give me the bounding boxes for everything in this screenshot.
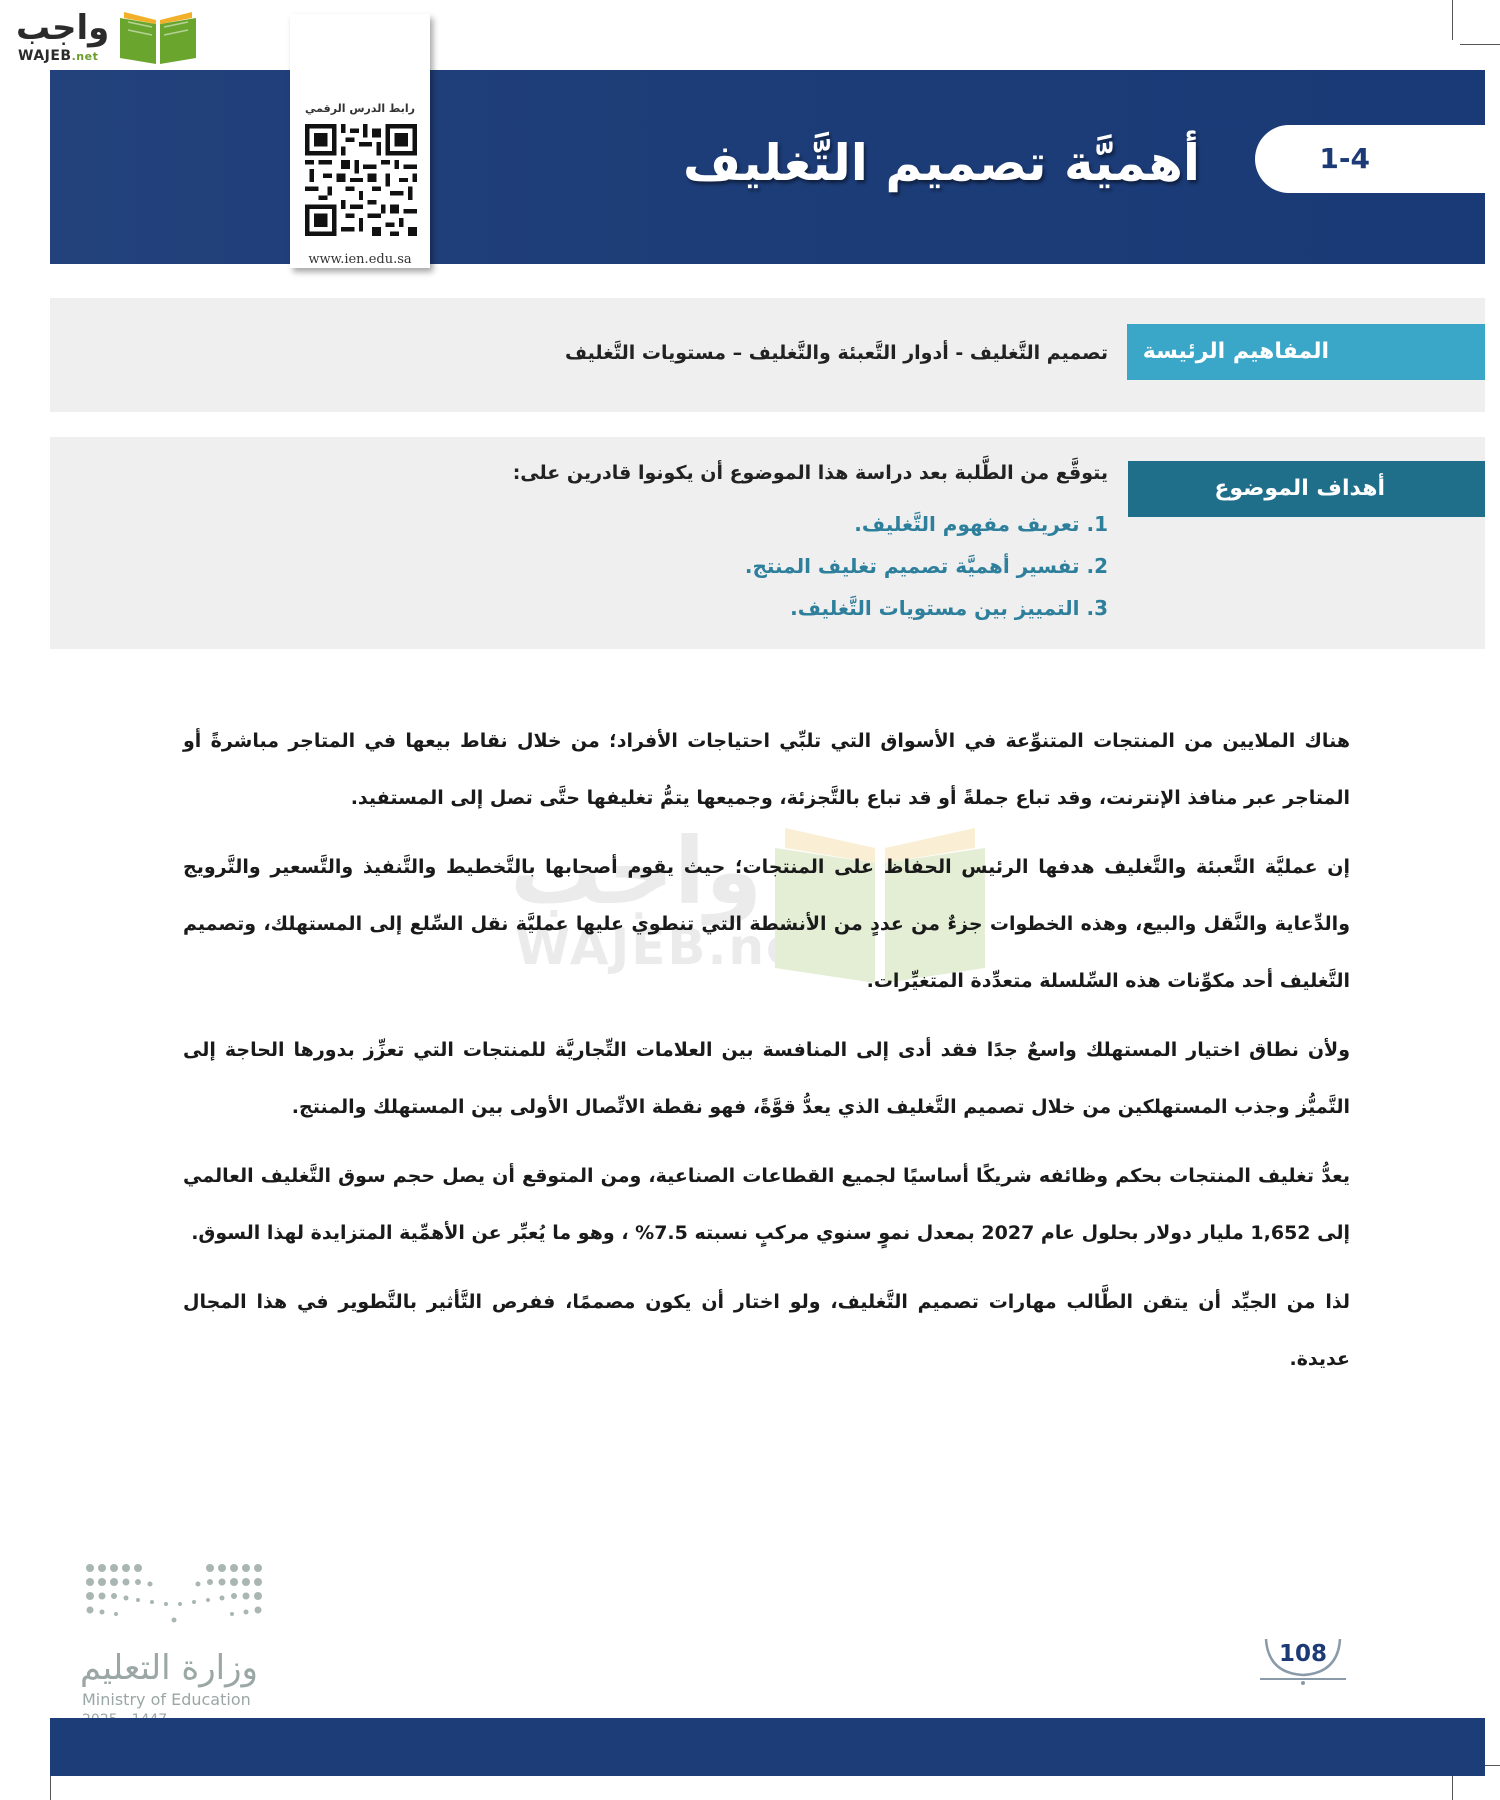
objectives-intro: يتوقَّع من الطَّلبة بعد دراسة هذا الموضوع أن يكونوا قادرين على: bbox=[512, 462, 1108, 484]
body-paragraph: هناك الملايين من المنتجات المتنوِّعة في الأسواق التي تلبِّي احتياجات الأفراد؛ من خلال نقاط بيعها في المتاجر مباشرةً أو المتاجر عبر منافذ الإنترنت، وقد تباع جملةً أو قد تباع بالتَّجزئة، وجميعها يتمُّ تغليفها حتَّى تصل إلى المستفيد. bbox=[183, 730, 1350, 809]
crop-mark bbox=[1460, 44, 1500, 45]
objectives-label: أهداف الموضوع bbox=[1128, 461, 1485, 517]
footer-bar bbox=[50, 1718, 1485, 1776]
ministry-dots-icon bbox=[80, 1560, 270, 1630]
objectives-panel bbox=[50, 437, 1485, 649]
page-number-badge bbox=[1258, 1635, 1348, 1687]
qr-url[interactable]: www.ien.edu.sa bbox=[308, 252, 412, 267]
body-paragraph: ولأن نطاق اختيار المستهلك واسعٌ جدًا فقد أدى إلى المنافسة بين العلامات التِّجاريَّة للمنتجات التي تعزِّز بدورها الحاجة إلى التَّميُّز وجذب المستهلكين من خلال تصميم التَّغليف الذي يعدُّ قوَّةً، فهو نقطة الاتِّصال الأولى بين المستهلك والمنتج. bbox=[183, 1039, 1350, 1118]
crop-mark bbox=[1452, 0, 1453, 40]
book-icon bbox=[118, 10, 198, 66]
watermark-english: WAJEB.net bbox=[515, 918, 828, 976]
key-concepts-panel bbox=[50, 298, 1485, 412]
objective-item: 3. التمييز بين مستويات التَّغليف. bbox=[790, 596, 1108, 620]
qr-code-icon[interactable] bbox=[305, 124, 417, 236]
key-concepts-label: المفاهيم الرئيسة bbox=[1127, 324, 1485, 380]
logo-arabic-text: واجب bbox=[16, 8, 110, 48]
page-number: 108 bbox=[1278, 1641, 1327, 1667]
body-paragraph: يعدُّ تغليف المنتجات بحكم وظائفه شريكًا أساسيًا لجميع القطاعات الصناعية، ومن المتوقع أن يصل حجم سوق التَّغليف العالمي إلى 1,652 مليار دولار بحلول عام 2027 بمعدل نموٍ سنوي مركبٍ نسبته 7.5% ، وهو ما يُعبِّر عن الأهمِّية المتزايدة لهذا السوق. bbox=[183, 1165, 1350, 1244]
objective-item: 2. تفسير أهميَّة تصميم تغليف المنتج. bbox=[744, 554, 1108, 578]
logo-english-text: WAJEB.net bbox=[18, 48, 99, 64]
body-paragraph: إن عمليَّة التَّعبئة والتَّغليف هدفها الرئيس الحفاظ على المنتجات؛ حيث يقوم أصحابها بالتَّخطيط والتَّنفيذ والتَّسعير والتَّرويج والدِّعاية والنَّقل والبيع، وهذه الخطوات جزءٌ من عددٍ من الأنشطة التي تنطوي عليها عمليَّة نقل السِّلع إلى المستهلك، وتصميم التَّغليف أحد مكوِّنات هذه السِّلسلة متعدِّدة المتغيِّرات. bbox=[183, 856, 1350, 992]
ministry-name-arabic: وزارة التعليم bbox=[80, 1648, 258, 1688]
qr-label: رابط الدرس الرقمي bbox=[305, 102, 415, 115]
qr-card[interactable] bbox=[290, 14, 430, 268]
header-banner bbox=[50, 70, 1485, 264]
wajeb-logo[interactable] bbox=[10, 6, 190, 66]
page-title: أهميَّة تصميم التَّغليف bbox=[683, 134, 1200, 192]
objectives-list bbox=[745, 503, 1108, 629]
body-text bbox=[183, 713, 1350, 1400]
lesson-number: 1-4 bbox=[1319, 142, 1370, 175]
key-concepts-text: تصميم التَّغليف - أدوار التَّعبئة والتَّغليف – مستويات التَّغليف bbox=[565, 342, 1108, 364]
lesson-number-tab bbox=[1255, 125, 1485, 193]
watermark-arabic: واجب bbox=[510, 818, 763, 925]
objective-item: 1. تعريف مفهوم التَّغليف. bbox=[854, 512, 1108, 536]
body-paragraph: لذا من الجيِّد أن يتقن الطَّالب مهارات تصميم التَّغليف، ولو اختار أن يكون مصممًا، ففرص التَّأثير بالتَّطوير في هذا المجال عديدة. bbox=[183, 1291, 1350, 1370]
ministry-name-english: Ministry of Education bbox=[82, 1690, 251, 1709]
ministry-logo bbox=[80, 1560, 280, 1730]
